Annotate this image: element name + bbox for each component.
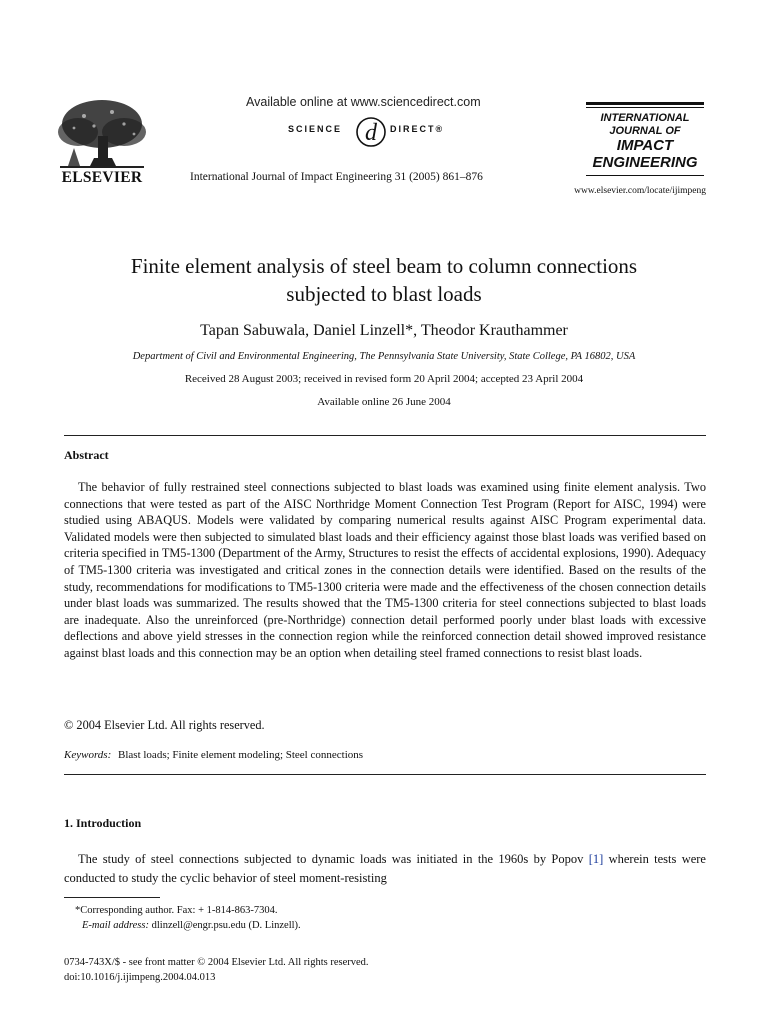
sciencedirect-logo xyxy=(286,114,456,148)
received-dates: Received 28 August 2003; received in revised form 20 April 2004; accepted 23 April 2004 xyxy=(184,373,584,385)
keywords-text: Blast loads; Finite element modeling; Steel connections xyxy=(118,749,364,761)
keywords xyxy=(64,749,363,761)
title-line: Finite element analysis of steel beam to column connections xyxy=(130,254,638,278)
issn-line: 0734-743X/$ - see front matter © 2004 Elsevier Ltd. All rights reserved. xyxy=(64,957,369,968)
reference-link[interactable]: [1] xyxy=(588,852,604,866)
journal-logo-line: INTERNATIONAL xyxy=(600,112,690,124)
journal-logo-rule xyxy=(586,102,704,105)
email-footnote xyxy=(82,920,301,931)
introduction-text xyxy=(64,850,706,887)
sciencedirect-right-text: DIRECT® xyxy=(390,124,445,134)
available-online-date: Available online 26 June 2004 xyxy=(317,396,451,408)
journal-logo-rule xyxy=(586,107,704,108)
article-title xyxy=(54,252,714,308)
affiliation: Department of Civil and Environmental Engineering, The Pennsylvania State University, State College, PA 16802, USA xyxy=(132,351,636,362)
journal-logo-rule xyxy=(586,175,704,176)
svg-text:d: d xyxy=(365,120,377,146)
journal-logo-line: JOURNAL OF xyxy=(609,125,681,137)
keywords-label: Keywords: xyxy=(64,749,112,761)
author-list: Tapan Sabuwala, Daniel Linzell*, Theodor Krauthammer xyxy=(200,322,568,339)
section-divider xyxy=(64,435,706,436)
abstract-copyright: © 2004 Elsevier Ltd. All rights reserved. xyxy=(64,718,265,732)
footnote-divider xyxy=(64,897,160,898)
intro-text-after: wherein tests were conducted to study the cyclic behavior of steel moment-resisting xyxy=(64,852,706,885)
available-online-banner[interactable]: Available online at www.sciencedirect.com xyxy=(246,95,481,109)
sciencedirect-d-icon xyxy=(354,114,388,148)
title-line: subjected to blast loads xyxy=(286,282,482,306)
journal-logo-line: ENGINEERING xyxy=(592,154,698,171)
section-divider xyxy=(64,774,706,775)
introduction-heading: 1. Introduction xyxy=(64,816,142,830)
abstract-heading: Abstract xyxy=(64,448,109,462)
sciencedirect-left-text: SCIENCE xyxy=(288,124,343,134)
email-address[interactable]: dlinzell@engr.psu.edu (D. Linzell). xyxy=(148,920,301,931)
journal-url-link[interactable]: www.elsevier.com/locate/ijimpeng xyxy=(574,186,706,196)
intro-text-before: The study of steel connections subjected to dynamic loads was initiated in the 1960s by Popov xyxy=(78,852,589,866)
corresponding-author-footnote: *Corresponding author. Fax: + 1-814-863-7304. xyxy=(75,905,278,916)
journal-citation: International Journal of Impact Engineering 31 (2005) 861–876 xyxy=(190,171,483,183)
abstract-text: The behavior of fully restrained steel connections subjected to blast loads was examined using finite element analysis. Two connections that were tested as part of the AISC Northridge Moment Connection Test Program (Report for AISC, 1994) were studied using ABAQUS. Models were validated by comparing numerical results against AISC Program experimental data. Validated models were then subjected to simulated blast loads and their efficiency against those blast loads was verified based on criteria specified in TM5-1300 (Department of the Army, Structures to resist the effects of accidental explosions, 1990). Adequacy of TM5-1300 criteria was investigated and critical zones in the connection details were identified. Based on the results of the study, recommendations for modifications to TM5-1300 criteria were made and the effectiveness of the chosen connection details under blast loads was summarized. The results showed that the TM5-1300 criteria for steel connections subjected to blast loads are inadequate. Also the unreinforced (pre-Northridge) connection detail performed poorly under blast loads with excessive deflections and above yield stresses in the connection region while the reinforced connection detail showed improved resistance against blast loads and this connection may be an option when detailing steel framed connections to resist blast loads. xyxy=(64,480,706,660)
doi-line[interactable]: doi:10.1016/j.ijimpeng.2004.04.013 xyxy=(64,972,216,983)
email-label: E-mail address: xyxy=(82,920,149,931)
journal-logo-line: IMPACT xyxy=(616,137,674,154)
elsevier-wordmark: ELSEVIER xyxy=(61,169,143,186)
